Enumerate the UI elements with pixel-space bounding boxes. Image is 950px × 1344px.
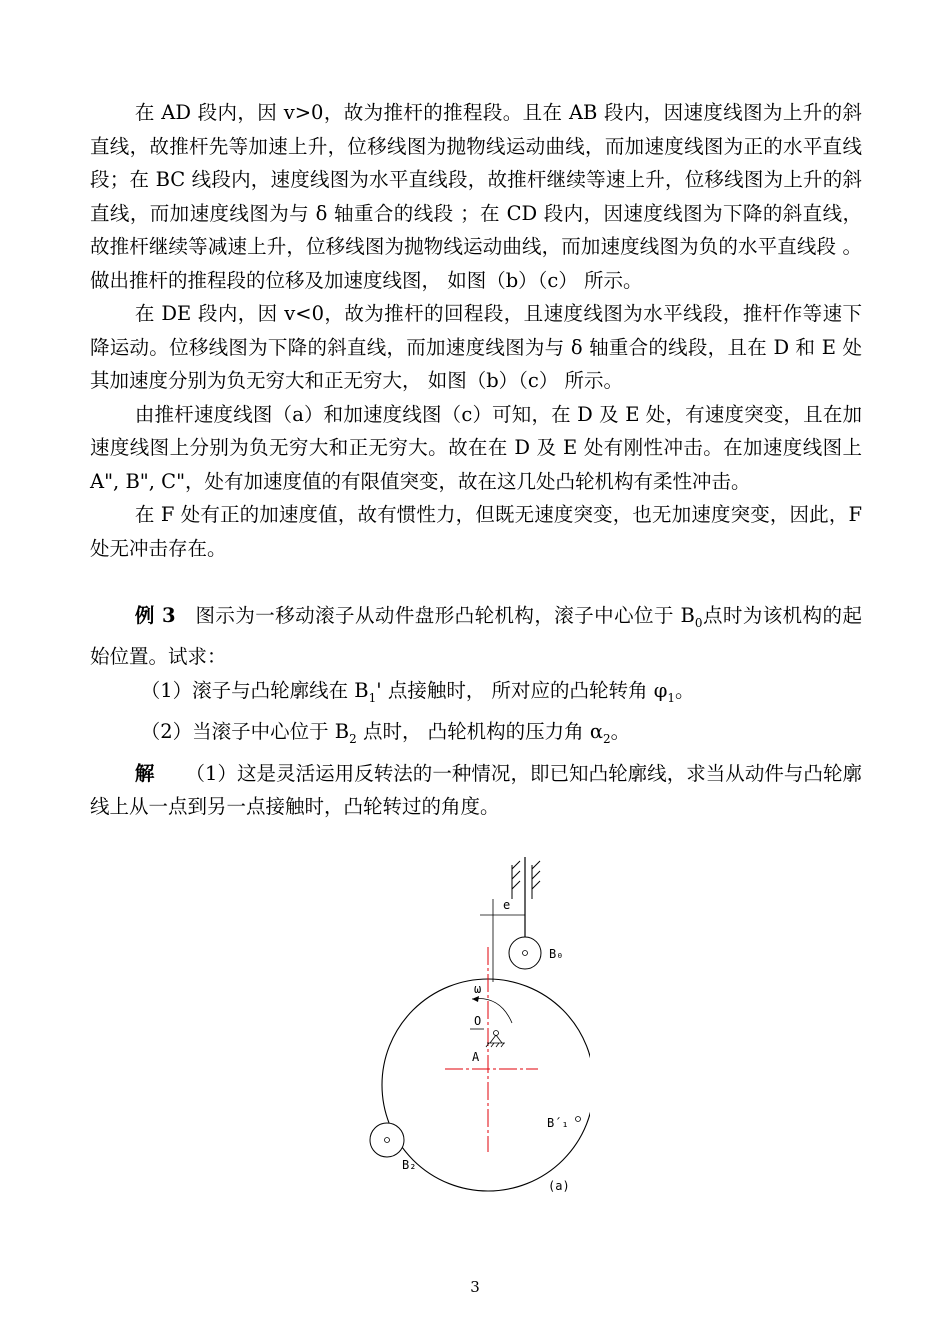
question-1: （1）滚子与凸轮廓线在 $B_1'$ 点接触时， 所对应的凸轮转角 $\varphi_1$。 [140, 678, 695, 705]
example-label: 例 3 [134, 604, 176, 627]
document-body [90, 96, 862, 824]
solution-label: 解 [134, 761, 155, 785]
paragraph-ad-segment: 在 AD 段内，因 v>0，故为推杆的推程段。且在 AB 段内，因速度线图为上升的斜直线，故推杆先等加速上升，位移线图为抛物线运动曲线，而加速度线图为正的水平直线段；在 BC 线段内，速度线图为水平直线段，故推杆继续等速上升，位移线图为上升的斜直线，而加速度线图为与 δ 轴重合的线段 ；在 CD 段内，因速度线图为下降的斜直线，故推杆继续等减速上升，位移线图为抛物线运动曲线，而加速度线图为负的水平直线段 。做出推杆的推程段的位移及加速度线图， 如图（b）（c） 所示。 [90, 101, 862, 292]
paragraph-gap [90, 565, 862, 599]
roller-b2 [370, 1123, 404, 1157]
pivot-support [486, 1031, 505, 1048]
paragraph-impact-analysis: 由推杆速度线图（a）和加速度线图（c）可知，在 D 及 E 处，有速度突变，且在加速度线图上分别为负无穷大和正无穷大。故在在 D 及 E 处有刚性冲击。在加速度线图上 A", B", C"，处有加速度值的有限值突变，故在这几处凸轮机构有柔性冲击。 [90, 402, 862, 493]
question-2: （2）当滚子中心位于 $B_2$ 点时， 凸轮机构的压力角 $\alpha_2$。 [140, 720, 631, 747]
follower-guide [512, 861, 540, 899]
label-a: A [472, 1050, 480, 1064]
label-o: O [474, 1014, 482, 1028]
center-lines [445, 947, 538, 1152]
contact-point-b1 [576, 1117, 581, 1122]
label-b0: B₀ [549, 947, 564, 961]
paragraph-de-segment: 在 DE 段内，因 v<0，故为推杆的回程段，且速度线图为水平线段，推杆作等速下降运动。位移线图为下降的斜直线，而加速度线图为与 δ 轴重合的线段，且在 D 和 E 处其加速度分别为负无穷大和正无穷大， 如图（b）（c） 所示。 [90, 302, 862, 392]
label-b1-prime: B´₁ [547, 1116, 569, 1130]
omega-arrowhead [472, 996, 479, 1002]
page-number: 3 [470, 1278, 480, 1296]
solution-paragraph: 解 （1）这是灵活运用反转法的一种情况，即已知凸轮廓线，求当从动件与凸轮廓线上从一点到另一点接触时，凸轮转过的角度。 [90, 761, 862, 819]
cam-mechanism-figure [360, 857, 590, 1197]
example-intro: 例 3 图示为一移动滚子从动件盘形凸轮机构，滚子中心位于 $B_0$点时为该机构的起始位置。试求： [90, 604, 862, 669]
roller-b0 [509, 937, 541, 969]
label-e: e [503, 898, 511, 912]
label-omega: ω [474, 982, 482, 996]
label-b2: B₂ [402, 1158, 417, 1172]
paragraph-f-point: 在 F 处有正的加速度值，故有惯性力，但既无速度突变，也无加速度突变，因此，F 处无冲击存在。 [90, 503, 862, 560]
figure-caption: (a) [548, 1179, 570, 1193]
